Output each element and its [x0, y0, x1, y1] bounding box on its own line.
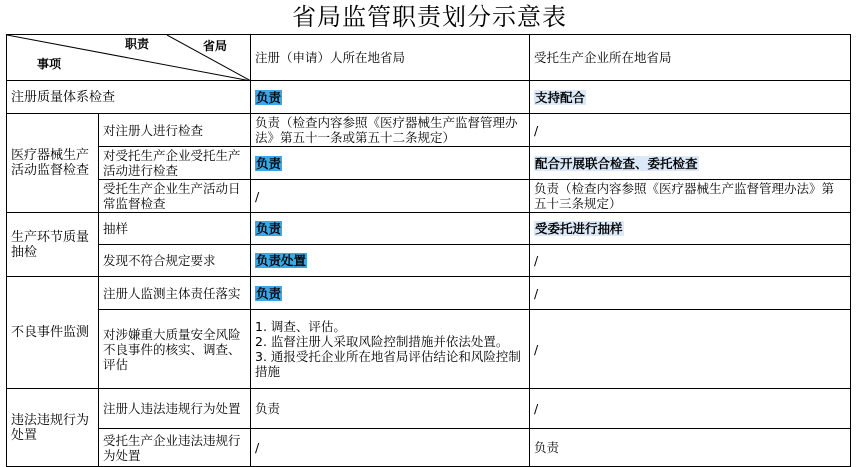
header-registrant: 注册（申请）人所在地省局 [251, 35, 530, 81]
item-cell: 受托生产企业生产活动日常监督检查 [99, 180, 251, 213]
highlighted-text: 负责处置 [256, 253, 307, 268]
corner-label-duty: 职责 [125, 37, 150, 51]
category-cell: 医疗器械生产活动监督检查 [7, 114, 99, 213]
highlighted-text: 负责 [256, 89, 282, 105]
entrusted-cell: / [530, 277, 851, 310]
responsibility-table [6, 34, 851, 467]
entrusted-cell [530, 147, 851, 180]
entrusted-cell [530, 213, 851, 245]
table-row [7, 114, 851, 147]
registrant-cell [251, 213, 530, 245]
table-row [7, 310, 851, 389]
highlighted-text: 负责 [256, 155, 282, 171]
table-row [7, 213, 851, 245]
item-cell: 发现不符合规定要求 [99, 245, 251, 277]
highlighted-text: 支持配合 [535, 89, 586, 105]
registrant-cell [251, 245, 530, 277]
header-entrusted: 受托生产企业所在地省局 [530, 35, 851, 81]
table-row [7, 81, 851, 114]
category-cell: 注册质量体系检查 [7, 81, 251, 114]
registrant-cell [251, 310, 530, 389]
header-row [7, 35, 851, 81]
item-cell: 对受托生产企业受托生产活动进行检查 [99, 147, 251, 180]
table-row [7, 389, 851, 429]
corner-label-bureau: 省局 [203, 39, 228, 53]
registrant-cell: 负责 [251, 389, 530, 429]
item-cell: 抽样 [99, 213, 251, 245]
highlighted-text: 受委托进行抽样 [535, 221, 623, 236]
registrant-line-3: 3. 通报受托企业所在地省局评估结论和风险控制措施 [255, 349, 521, 379]
highlighted-text: 负责 [256, 285, 282, 301]
entrusted-cell: / [530, 114, 851, 147]
entrusted-cell: / [530, 389, 851, 429]
registrant-cell: / [251, 429, 530, 467]
highlighted-text: 配合开展联合检查、委托检查 [535, 155, 698, 171]
table-row [7, 245, 851, 277]
registrant-line-2: 2. 监督注册人采取风险控制措施并依法处置。 [255, 334, 509, 349]
entrusted-cell: / [530, 310, 851, 389]
entrusted-cell: 负责 [530, 429, 851, 467]
table-row [7, 429, 851, 467]
corner-label-item: 事项 [37, 57, 62, 71]
item-cell: 注册人违法违规行为处置 [99, 389, 251, 429]
registrant-line-1: 1. 调查、评估。 [255, 319, 346, 334]
header-corner-cell [7, 35, 251, 81]
registrant-cell [251, 147, 530, 180]
highlighted-text: 负责 [256, 221, 282, 236]
page-title: 省局监管职责划分示意表 [292, 3, 567, 31]
table-row [7, 277, 851, 310]
item-cell: 受托生产企业违法违规行为处置 [99, 429, 251, 467]
entrusted-cell [530, 81, 851, 114]
category-cell: 违法违规行为处置 [7, 389, 99, 467]
item-cell: 注册人监测主体责任落实 [99, 277, 251, 310]
item-cell: 对注册人进行检查 [99, 114, 251, 147]
category-cell: 不良事件监测 [7, 277, 99, 389]
item-cell: 对涉嫌重大质量安全风险不良事件的核实、调查、评估 [99, 310, 251, 389]
category-cell: 生产环节质量抽检 [7, 213, 99, 277]
registrant-cell [251, 277, 530, 310]
entrusted-cell: / [530, 245, 851, 277]
entrusted-cell: 负责（检查内容参照《医疗器械生产监督管理办法》第五十三条规定） [530, 180, 851, 213]
registrant-cell: / [251, 180, 530, 213]
registrant-cell: 负责（检查内容参照《医疗器械生产监督管理办法》第五十一条或第五十二条规定） [251, 114, 530, 147]
registrant-cell [251, 81, 530, 114]
table-row [7, 180, 851, 213]
table-row [7, 147, 851, 180]
